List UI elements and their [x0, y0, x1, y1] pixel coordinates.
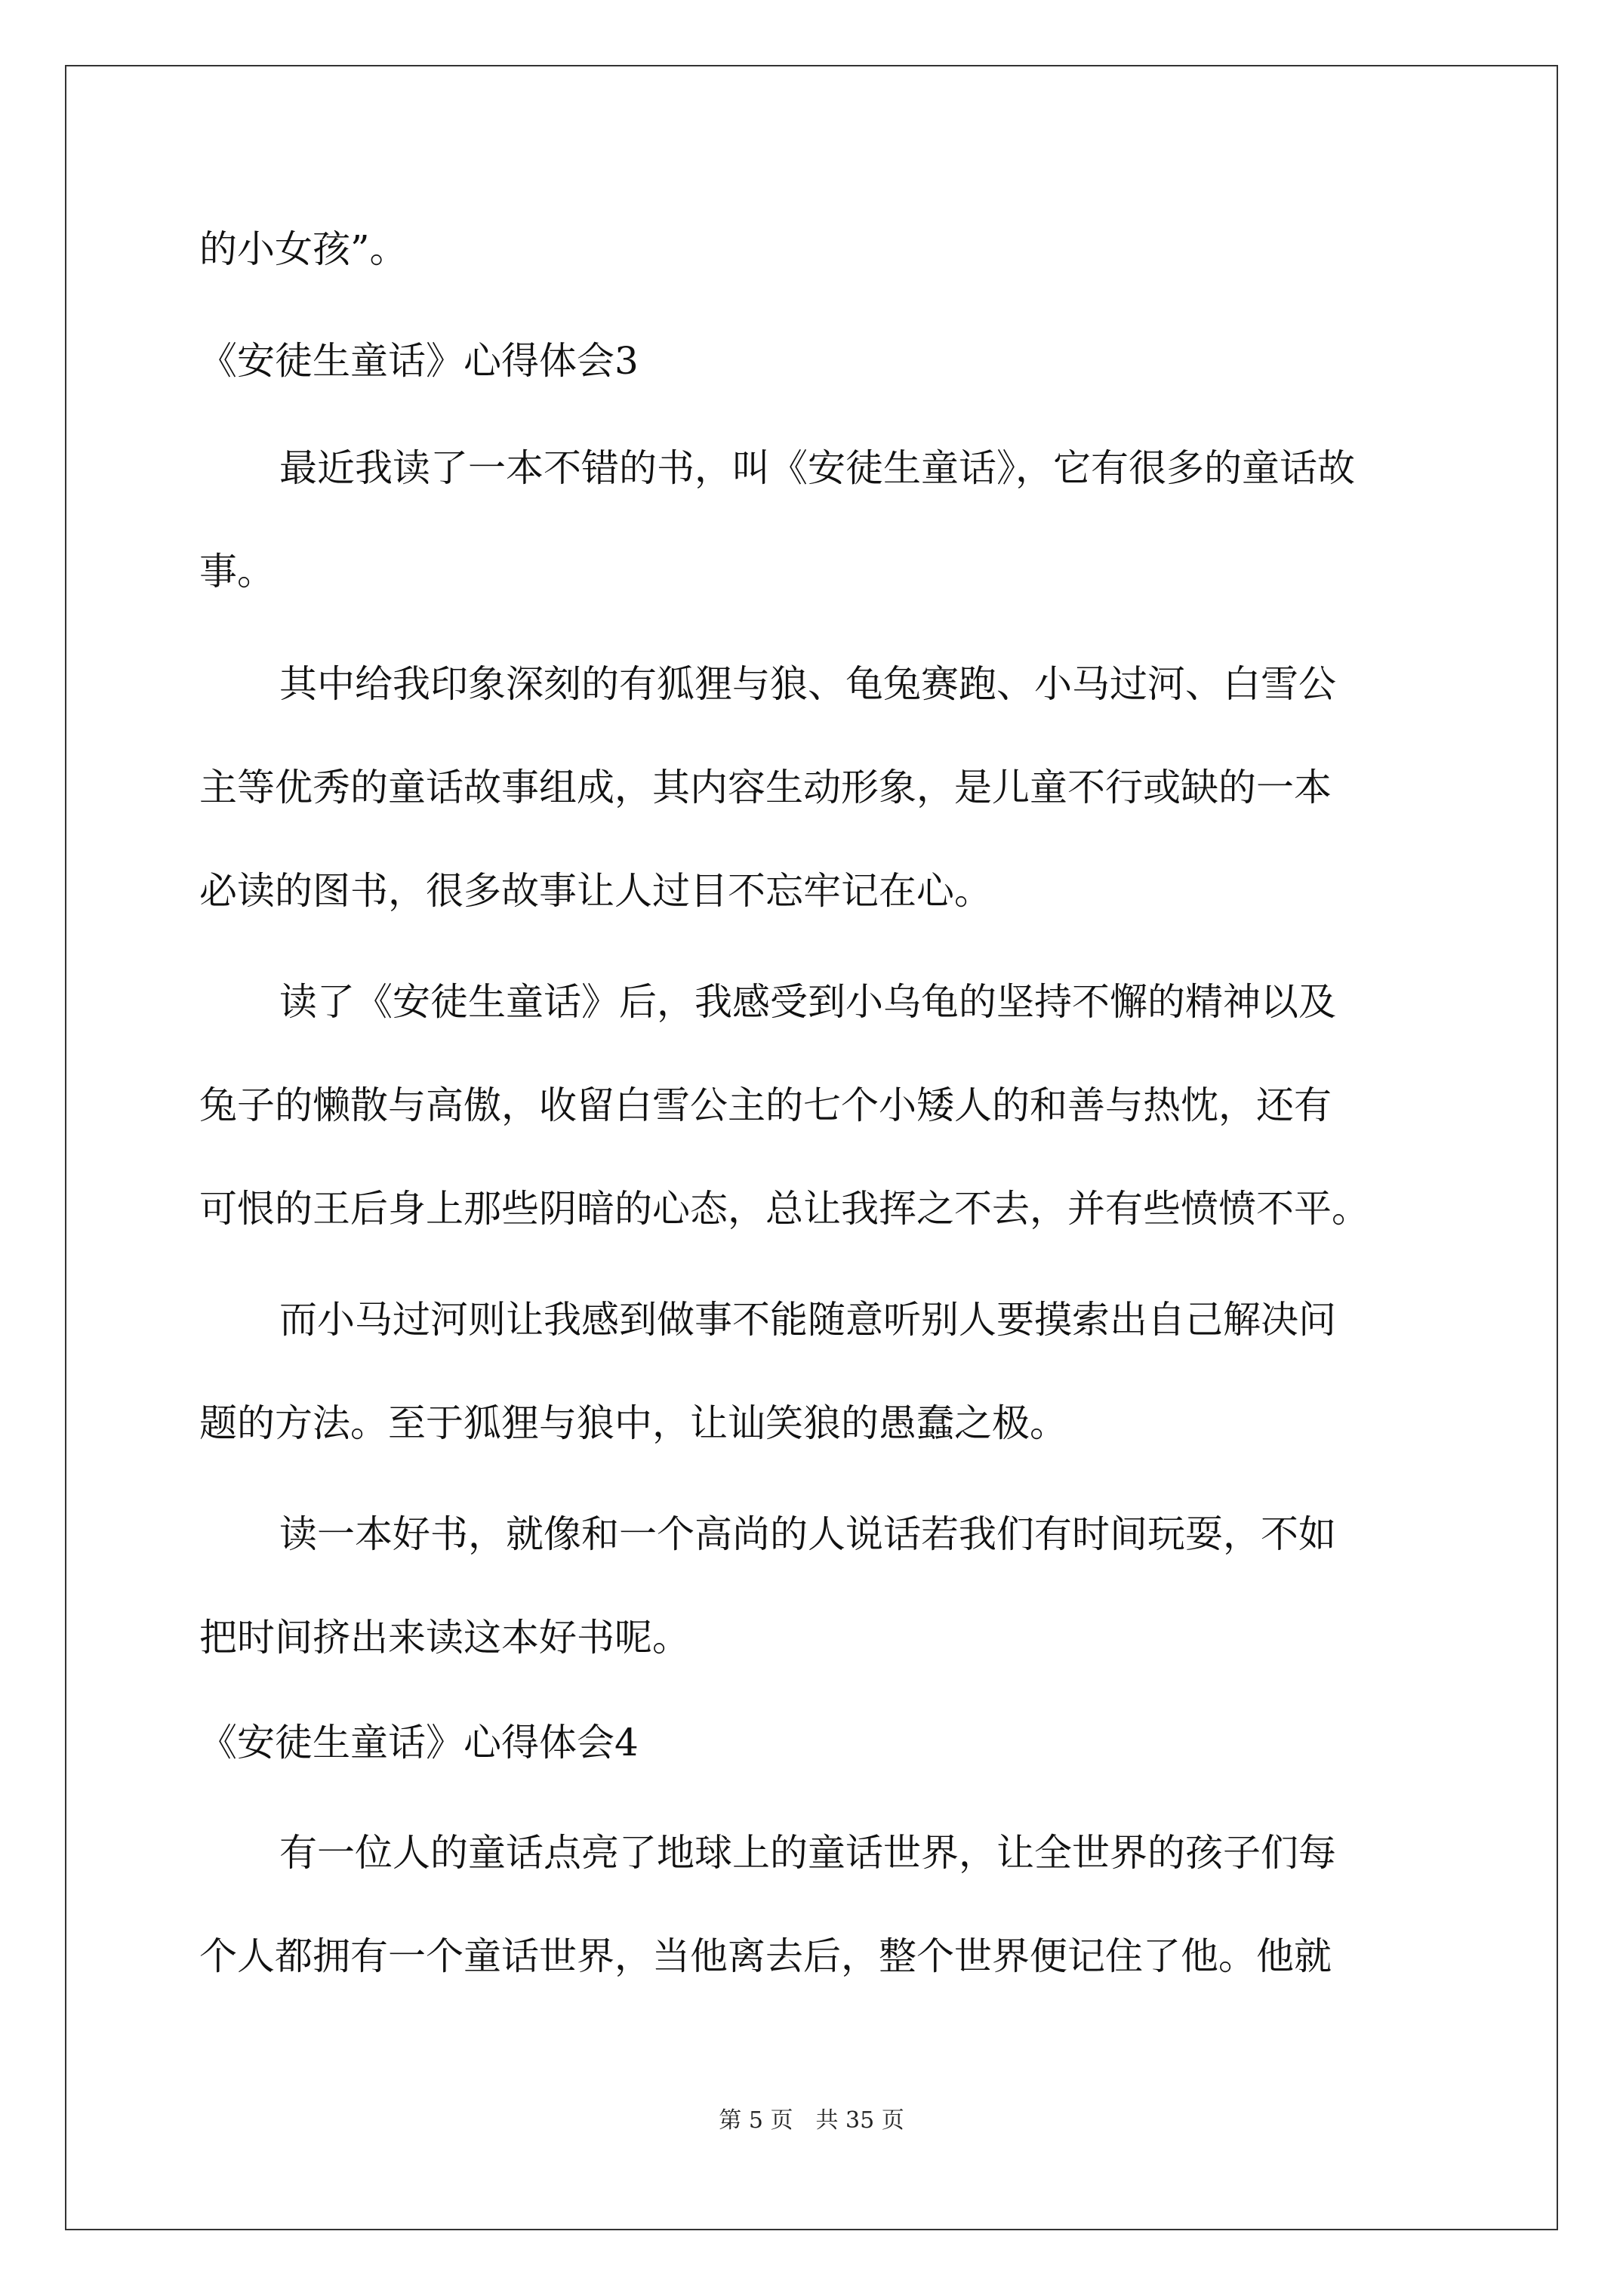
text-line: 的小女孩”。	[199, 227, 408, 271]
text-line: 主等优秀的童话故事组成，其内容生动形象，是儿童不行或缺的一本	[199, 766, 1332, 809]
text-line: 题的方法。至于狐狸与狼中，让讪笑狼的愚蠢之极。	[199, 1401, 1067, 1445]
text-line: 把时间挤出来读这本好书呢。	[199, 1616, 690, 1660]
text-line: 个人都拥有一个童话世界，当他离去后，整个世界便记住了他。他就	[199, 1934, 1332, 1978]
page-frame	[65, 65, 1558, 2230]
text-line: 其中给我印象深刻的有狐狸与狼、龟兔赛跑、小马过河、白雪公	[279, 662, 1336, 706]
page-number-footer: 第 5 页 共 35 页	[719, 2107, 904, 2134]
text-line: 读了《安徒生童话》后，我感受到小乌龟的坚持不懈的精神以及	[279, 980, 1336, 1024]
text-line: 事。	[199, 550, 275, 593]
section-heading: 《安徒生童话》心得体会4	[199, 1721, 639, 1764]
text-line: 必读的图书，很多故事让人过目不忘牢记在心。	[199, 869, 992, 913]
text-line: 读一本好书，就像和一个高尚的人说话若我们有时间玩耍，不如	[279, 1512, 1336, 1556]
text-line: 有一位人的童话点亮了地球上的童话世界，让全世界的孩子们每	[279, 1831, 1336, 1875]
section-heading: 《安徒生童话》心得体会3	[199, 339, 639, 383]
text-line: 最近我读了一本不错的书，叫《安徒生童话》，它有很多的童话故	[279, 446, 1355, 490]
text-line: 兔子的懒散与高傲，收留白雪公主的七个小矮人的和善与热忱，还有	[199, 1083, 1332, 1127]
text-line: 可恨的王后身上那些阴暗的心态，总让我挥之不去，并有些愤愤不平。	[199, 1187, 1369, 1231]
text-line: 而小马过河则让我感到做事不能随意听别人要摸索出自己解决问	[279, 1298, 1336, 1342]
